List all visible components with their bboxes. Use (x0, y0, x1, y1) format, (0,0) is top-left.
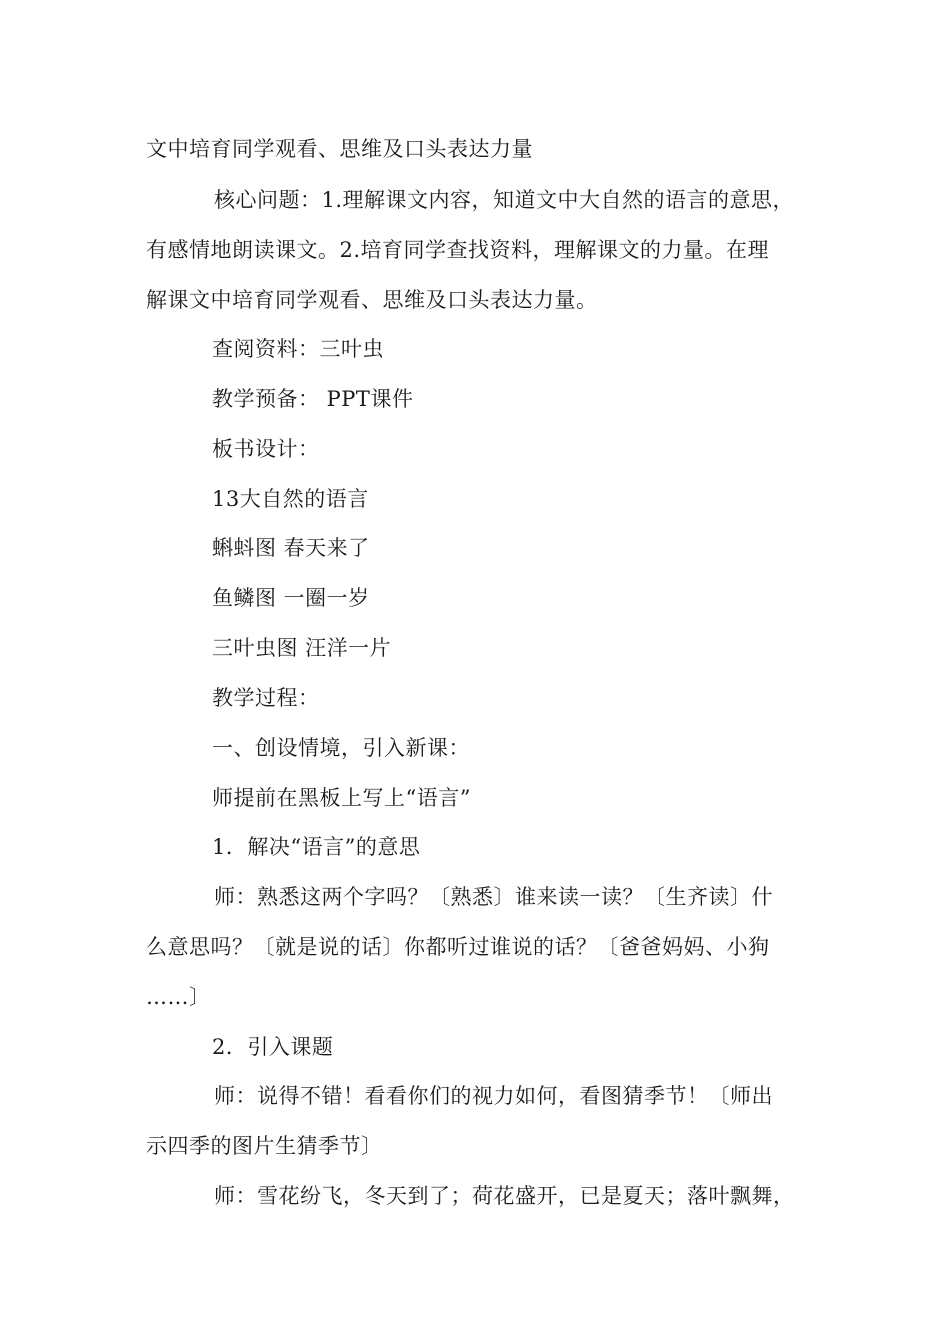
teacher-prep-line: 师提前在黑板上写上“语言” (212, 786, 471, 810)
blackboard-item-trilobite: 三叶虫图 汪洋一片 (212, 636, 392, 660)
dialogue-2-line-2: 示四季的图片生猜季节〕 (146, 1134, 383, 1158)
blackboard-design-heading: 板书设计： (212, 437, 320, 461)
dialogue-2-line-1: 师：说得不错！看看你们的视力如何，看图猜季节！〔师出 (214, 1084, 773, 1108)
teaching-process-heading: 教学过程： (212, 686, 320, 710)
teaching-preparation: 教学预备： PPT课件 (212, 387, 414, 411)
dialogue-1-line-3: ……〕 (146, 985, 211, 1009)
blackboard-item-tadpole: 蝌蚪图 春天来了 (212, 536, 370, 560)
step-1-heading: 1．解决“语言”的意思 (212, 835, 421, 859)
paragraph-continuation: 文中培育同学观看、思维及口头表达力量 (146, 137, 533, 161)
section-1-heading: 一、创设情境，引入新课： (212, 736, 470, 760)
lesson-title: 13大自然的语言 (212, 487, 369, 511)
dialogue-1-line-2: 么意思吗？〔就是说的话〕你都听过谁说的话？〔爸爸妈妈、小狗 (146, 935, 770, 959)
dialogue-1-line-1: 师：熟悉这两个字吗？〔熟悉〕谁来读一读？〔生齐读〕什 (214, 885, 773, 909)
core-questions-line-1: 核心问题：1.理解课文内容，知道文中大自然的语言的意思， (214, 188, 795, 212)
reference-materials: 查阅资料：三叶虫 (212, 337, 384, 361)
step-2-heading: 2．引入课题 (212, 1035, 334, 1059)
dialogue-3-line-1: 师：雪花纷飞，冬天到了；荷花盛开，已是夏天；落叶飘舞， (214, 1184, 795, 1208)
core-questions-line-3: 解课文中培育同学观看、思维及口头表达力量。 (146, 288, 598, 312)
blackboard-item-fish-scale: 鱼鳞图 一圈一岁 (212, 586, 370, 610)
core-questions-line-2: 有感情地朗读课文。2.培育同学查找资料，理解课文的力量。在理 (146, 238, 770, 262)
